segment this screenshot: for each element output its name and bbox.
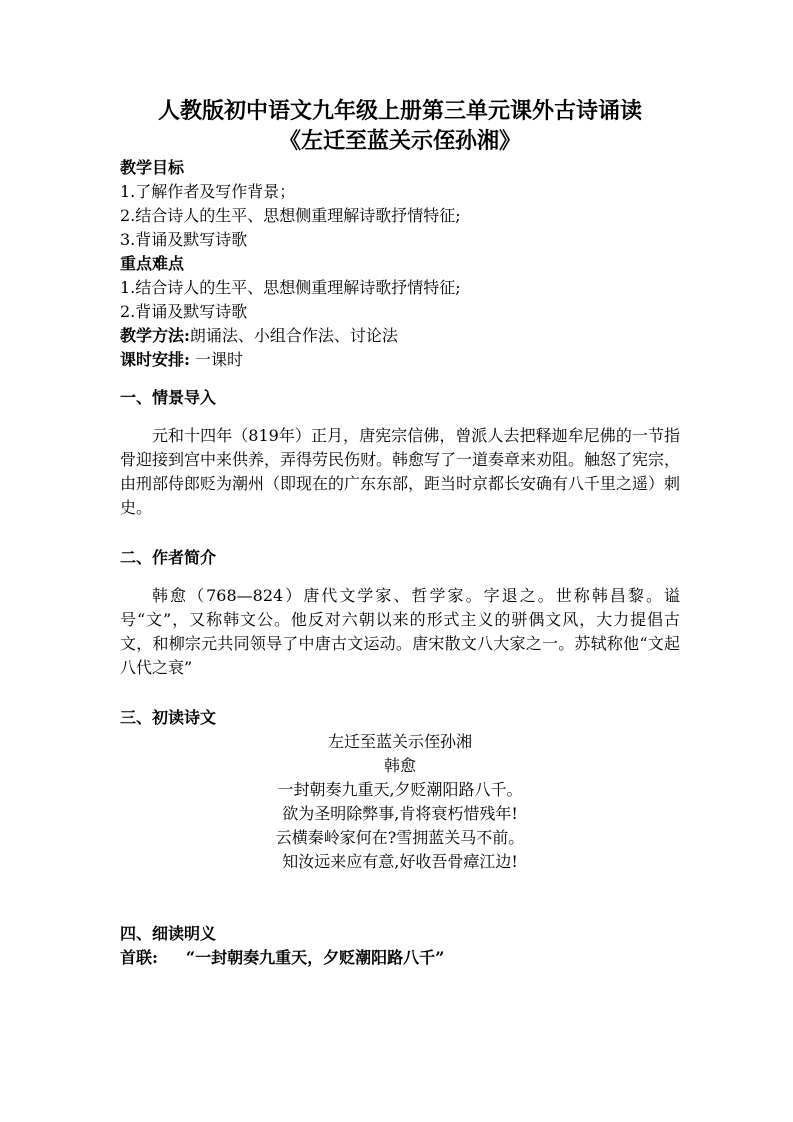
objective-item-3: 3.背诵及默写诗歌 [120, 230, 248, 249]
author-heading: 二、作者简介 [120, 548, 217, 567]
lesson-schedule-label: 课时安排: [120, 350, 190, 369]
spacer [120, 874, 680, 922]
first-couplet-quote: “一封朝奏九重天，夕贬潮阳路八千” [185, 948, 445, 967]
poem-title: 左迁至蓝关示侄孙湘 [327, 732, 472, 751]
document-title-line2: 《左迁至蓝关示侄孙湘》 [278, 128, 521, 154]
key-point-item-2: 2.背诵及默写诗歌 [120, 302, 248, 321]
teaching-method-value: 朗诵法、小组合作法、讨论法 [189, 326, 398, 345]
teaching-method [120, 324, 680, 348]
objective-item-1: 1.了解作者及写作背景； [120, 182, 296, 201]
first-couplet-label: 首联: [120, 948, 158, 967]
key-point-item-1: 1.结合诗人的生平、思想侧重理解诗歌抒情特征; [120, 278, 461, 297]
lesson-schedule-value: 一课时 [195, 350, 244, 369]
poem-line-3: 云横秦岭家何在?雪拥蓝关马不前。 [275, 828, 525, 847]
reading-heading: 三、初读诗文 [120, 708, 217, 727]
spacer [120, 410, 680, 424]
detail-heading: 四、细读明义 [120, 924, 217, 943]
spacer [120, 372, 680, 386]
lesson-schedule [120, 348, 680, 372]
poem-line-2: 欲为圣明除弊事,肯将衰朽惜残年! [282, 804, 518, 823]
document-page [120, 96, 680, 970]
teaching-method-label: 教学方法: [120, 326, 190, 345]
poem-line-1: 一封朝奏九重天,夕贬潮阳路八千。 [277, 780, 523, 799]
objectives-heading: 教学目标 [120, 158, 185, 177]
spacer [120, 520, 680, 546]
key-points-heading: 重点难点 [120, 254, 185, 273]
spacer [120, 570, 680, 584]
objective-item-2: 2.结合诗人的生平、思想侧重理解诗歌抒情特征; [120, 206, 461, 225]
intro-paragraph: 元和十四年（819年）正月，唐宪宗信佛，曾派人去把释迦牟尼佛的一节指骨迎接到宫中来供养，弄得劳民伤财。韩愈写了一道奏章来劝阻。触怒了宪宗，由刑部侍郎贬为潮州（即现在的广东东部，距当时京都长安确有八千里之遥）刺史。 [120, 426, 681, 517]
poem-line-4: 知汝远来应有意,好收吾骨瘴江边! [282, 852, 518, 871]
intro-heading: 一、情景导入 [120, 388, 217, 407]
document-title-line1: 人教版初中语文九年级上册第三单元课外古诗诵读 [157, 98, 642, 124]
author-paragraph: 韩愈（768—824）唐代文学家、哲学家。字退之。世称韩昌黎。谥号“文”，又称韩文公。他反对六朝以来的形式主义的骈偶文风，大力提倡古文，和柳宗元共同领导了中唐古文运动。唐宋散文八大家之一。苏轼称他“文起八代之衰” [120, 586, 680, 677]
first-couplet [120, 946, 680, 970]
poem-author: 韩愈 [383, 756, 416, 775]
spacer [120, 680, 680, 706]
